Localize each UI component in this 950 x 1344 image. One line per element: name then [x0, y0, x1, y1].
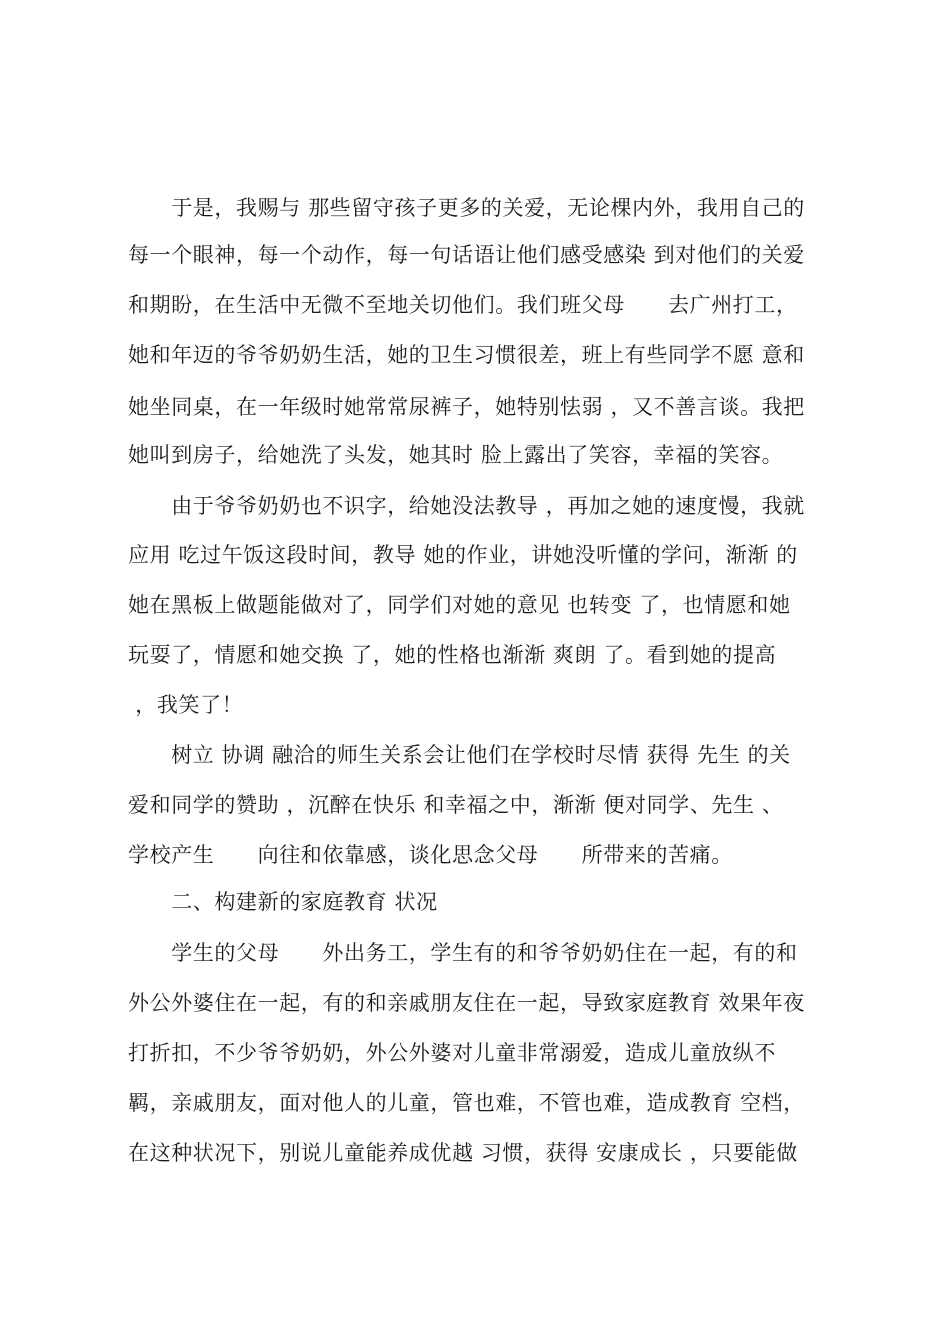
text-line: 每一个眼神，每一个动作，每一句话语让他们感受感染 到对他们的关爱 [128, 243, 805, 267]
text-line: 树立 协调 融洽的师生关系会让他们在学校时尽情 获得 先生 的关 [128, 743, 791, 767]
text-line: 爱和同学的赞助 ，沉醉在快乐 和幸福之中，渐渐 便对同学、先生 、 [128, 793, 784, 817]
text-line: 她坐同桌，在一年级时她常常尿裤子，她特别怯弱 ，又不善言谈。我把 [128, 395, 805, 419]
text-line: 学生的父母 外出务工，学生有的和爷爷奶奶住在一起，有的和 [128, 941, 798, 965]
text-line: 和期盼，在生活中无微不至地关切他们。我们班父母 去广州打工， [128, 293, 798, 317]
text-line: 她叫到房子，给她洗了头发，她其时 脸上露出了笑容，幸福的笑容。 [128, 443, 784, 467]
text-line: 外公外婆住在一起，有的和亲戚朋友住在一起，导致家庭教育 效果年夜 [128, 991, 805, 1015]
text-line: ，我笑了！ [128, 693, 244, 717]
text-line: 应用 吃过午饭这段时间，教导 她的作业，讲她没听懂的学问，渐渐 的 [128, 543, 798, 567]
section-heading: 二、构建新的家庭教育 状况 [128, 890, 438, 914]
text-line: 由于爷爷奶奶也不识字，给她没法教导 ，再加之她的速度慢，我就 [128, 494, 805, 518]
text-line: 学校产生 向往和依靠感，谈化思念父母 所带来的苦痛。 [128, 843, 733, 867]
text-line: 在这种状况下，别说儿童能养成优越 习惯，获得 安康成长 ，只要能做 [128, 1141, 798, 1165]
text-line: 打折扣，不少爷爷奶奶，外公外婆对儿童非常溺爱，造成儿童放纵不 [128, 1041, 776, 1065]
text-line: 她在黑板上做题能做对了，同学们对她的意见 也转变 了，也情愿和她 [128, 593, 791, 617]
text-line: 她和年迈的爷爷奶奶生活，她的卫生习惯很差，班上有些同学不愿 意和 [128, 343, 805, 367]
text-line: 于是，我赐与 那些留守孩子更多的关爱，无论棵内外，我用自己的 [128, 196, 805, 220]
text-line: 玩耍了，情愿和她交换 了，她的性格也渐渐 爽朗 了。看到她的提高 [128, 643, 777, 667]
text-line: 羁，亲戚朋友，面对他人的儿童，管也难，不管也难，造成教育 空档， [128, 1091, 805, 1115]
